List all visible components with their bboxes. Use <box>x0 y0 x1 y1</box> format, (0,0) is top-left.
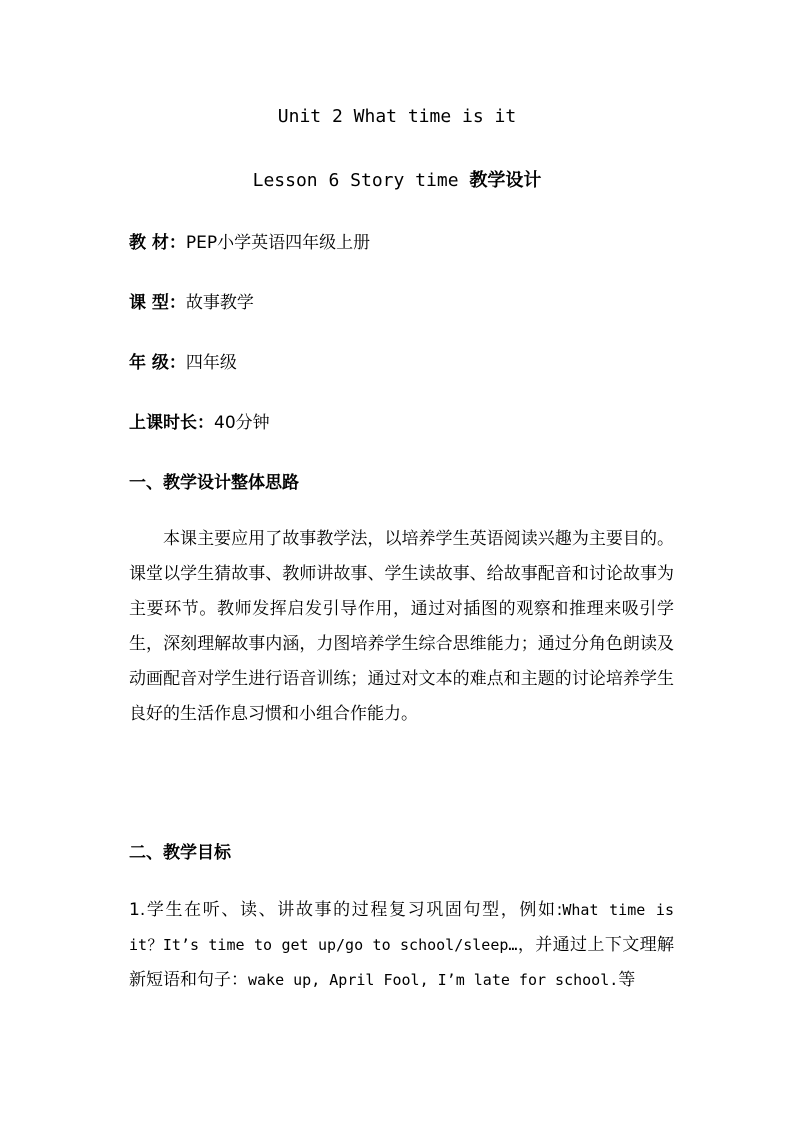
field-textbook <box>129 228 370 253</box>
field-textbook-value: PEP小学英语四年级上册 <box>185 233 371 253</box>
field-duration <box>129 408 270 433</box>
section-heading-objectives: 二、教学目标 <box>129 843 231 863</box>
field-textbook-label: 教 材： <box>129 233 186 253</box>
field-grade <box>129 348 237 373</box>
section-heading-design-approach: 一、教学设计整体思路 <box>129 473 299 493</box>
objective-1-sentences: What time is it？It’s time to get up/go to school/sleep… <box>129 901 674 954</box>
objective-1-phrases: wake up, April Fool, I’m late for school. <box>248 971 619 989</box>
section-body-design-approach: 本课主要应用了故事教学法，以培养学生英语阅读兴趣为主要目的。课堂以学生猜故事、教师讲故事、学生读故事、给故事配音和讨论故事为主要环节。教师发挥启发引导作用，通过对插图的观察和推理来吸引学生，深刻理解故事内涵，力图培养学生综合思维能力；通过分角色朗读及动画配音对学生进行语音训练；通过对文本的难点和主题的讨论培养学生良好的生活作息习惯和小组合作能力。 <box>129 529 674 724</box>
objective-1-context: ，并通过上下文理解新短语和句子： <box>129 935 675 990</box>
field-lesson-type <box>129 288 254 313</box>
field-grade-label: 年 级： <box>129 353 186 373</box>
field-duration-value: 40分钟 <box>214 413 270 433</box>
field-lesson-type-value: 故事教学 <box>185 293 254 313</box>
subtitle-lesson: Lesson 6 Story time <box>252 170 470 191</box>
subtitle-design-label: 教学设计 <box>469 170 542 191</box>
document-subtitle <box>0 166 794 192</box>
field-duration-label: 上课时长： <box>129 413 214 433</box>
objective-1-intro: 1.学生在听、读、讲故事的过程复习巩固句型，例如: <box>129 900 563 920</box>
field-lesson-type-label: 课 型： <box>129 293 186 313</box>
objective-1-etc: 等 <box>618 970 636 990</box>
document-title: Unit 2 What time is it <box>277 106 517 127</box>
field-grade-value: 四年级 <box>185 353 237 373</box>
section-body-objectives <box>129 893 674 998</box>
